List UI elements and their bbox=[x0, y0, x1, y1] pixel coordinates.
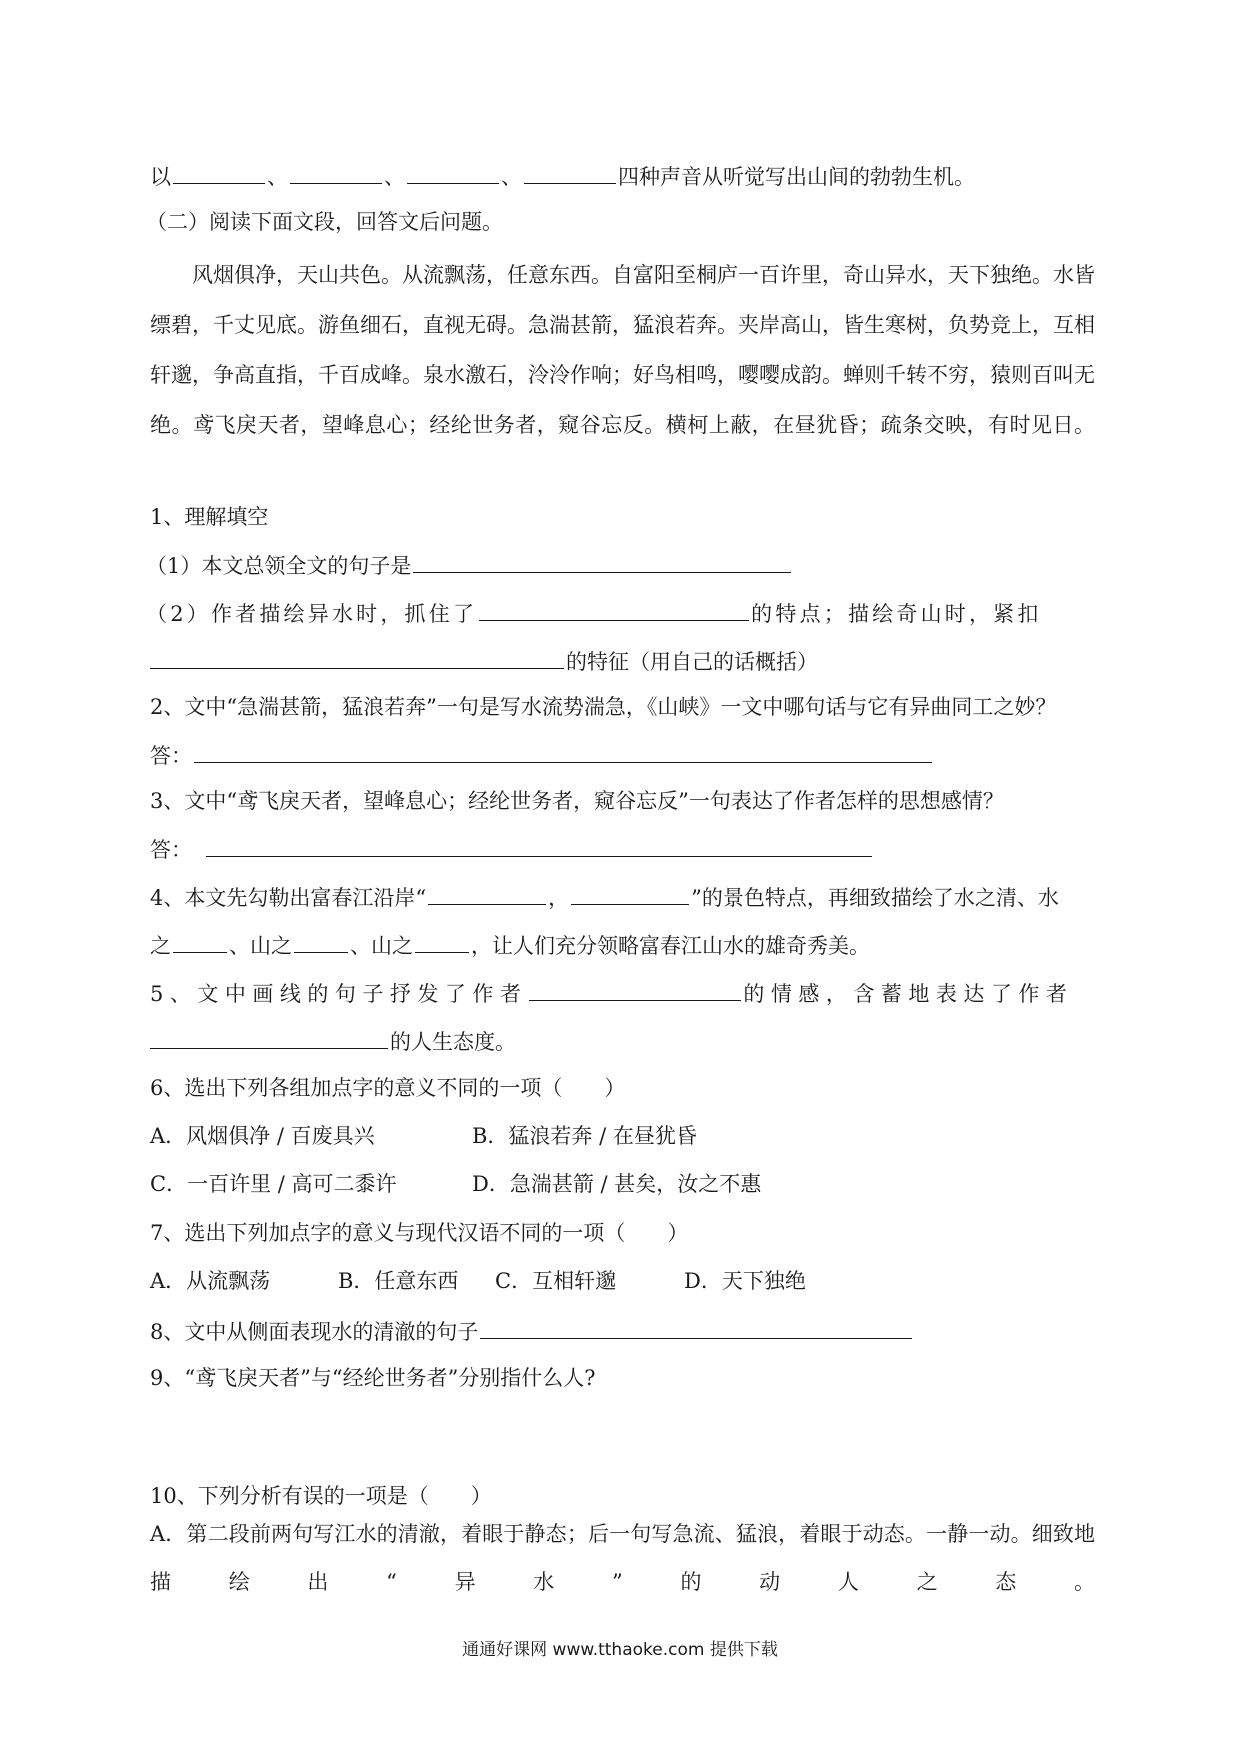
answer-label: 答： bbox=[150, 838, 192, 862]
option-b[interactable]: B．任意东西 bbox=[338, 1269, 459, 1293]
text: 5、文中画线的句子抒发了作者 bbox=[150, 982, 528, 1006]
text: 、 bbox=[267, 165, 288, 189]
option-b[interactable]: B．猛浪若奔 / 在昼犹昏 bbox=[472, 1124, 697, 1148]
text: ，让人们充分领略富春江山水的雄奇秀美。 bbox=[471, 934, 870, 958]
question-5-cont bbox=[150, 1026, 1095, 1056]
question-2: 2、文中“急湍甚箭，猛浪若奔”一句是写水流势湍急，《山峡》一文中哪句话与它有异曲同工之妙？ bbox=[150, 695, 1057, 719]
answer-label: 答： bbox=[150, 744, 192, 768]
text: 之 bbox=[150, 934, 171, 958]
text: 、 bbox=[501, 165, 522, 189]
answer-blank[interactable] bbox=[529, 978, 741, 1001]
question-6-options-2 bbox=[150, 1170, 1095, 1198]
text: 4、本文先勾勒出富春江沿岸“ bbox=[150, 886, 427, 910]
text: 、 bbox=[384, 165, 405, 189]
question-4-cont bbox=[150, 930, 1095, 960]
question-prev-line bbox=[150, 161, 1095, 191]
answer-blank[interactable] bbox=[173, 161, 265, 184]
answer-blank[interactable] bbox=[480, 1316, 912, 1339]
option-a[interactable]: A．从流飘荡 bbox=[150, 1269, 271, 1293]
answer-blank[interactable] bbox=[524, 161, 616, 184]
answer-blank[interactable] bbox=[407, 161, 499, 184]
text: 的特征（用自己的话概括） bbox=[566, 650, 818, 674]
text: （1）本文总领全文的句子是 bbox=[146, 554, 412, 578]
option-d[interactable]: D．急湍甚箭 / 甚矣，汝之不惠 bbox=[472, 1172, 762, 1196]
question-4 bbox=[150, 882, 1095, 912]
question-1-1 bbox=[146, 550, 1091, 580]
answer-2 bbox=[150, 740, 1095, 770]
answer-blank[interactable] bbox=[413, 550, 791, 573]
answer-blank[interactable] bbox=[428, 882, 546, 905]
answer-blank[interactable] bbox=[571, 882, 689, 905]
footer-credit: 通通好课网 www.tthaoke.com 提供下载 bbox=[462, 1640, 778, 1660]
text: ”的景色特点，再细致描绘了水之清、水 bbox=[691, 886, 1059, 910]
text: 以 bbox=[150, 165, 171, 189]
passage-text: 风烟俱净，天山共色。从流飘荡，任意东西。自富阳至桐庐一百许里，奇山异水，天下独绝。水皆缥碧，千丈见底。游鱼细石，直视无碍。急湍甚箭，猛浪若奔。夹岸高山，皆生寒树，负势竞上，互相轩邈，争高直指，千百成峰。泉水激石，泠泠作响；好鸟相鸣，嘤嘤成韵。蝉则千转不穷，猿则百叫无绝。鸢飞戾天者，望峰息心；经纶世务者，窥谷忘反。横柯上蔽，在昼犹昏；疏条交映，有时见日。 bbox=[150, 263, 1095, 437]
question-1: 1、理解填空 bbox=[150, 505, 269, 529]
option-a[interactable]: A．风烟俱净 / 百废具兴 bbox=[150, 1124, 375, 1148]
text: （2）作者描绘异水时，抓住了 bbox=[146, 602, 478, 626]
option-d[interactable]: D．天下独绝 bbox=[684, 1269, 806, 1293]
answer-3 bbox=[150, 834, 1095, 864]
answer-blank[interactable] bbox=[150, 1026, 388, 1049]
question-6: 6、选出下列各组加点字的意义不同的一项（ ） bbox=[150, 1076, 626, 1100]
question-9: 9、“鸢飞戾天者”与“经纶世务者”分别指什么人? bbox=[150, 1366, 596, 1390]
text: 四种声音从听觉写出山间的勃勃生机。 bbox=[618, 165, 975, 189]
answer-blank[interactable] bbox=[415, 930, 469, 953]
text: 、山之 bbox=[229, 934, 292, 958]
question-6-options-1 bbox=[150, 1122, 1095, 1150]
answer-blank[interactable] bbox=[173, 930, 227, 953]
question-1-2 bbox=[146, 598, 1091, 628]
answer-blank[interactable] bbox=[206, 834, 872, 857]
question-7-options bbox=[150, 1267, 1095, 1295]
text: ， bbox=[548, 886, 570, 910]
answer-blank[interactable] bbox=[294, 930, 348, 953]
answer-blank[interactable] bbox=[479, 598, 749, 621]
question-5 bbox=[150, 978, 1095, 1008]
text: 、山之 bbox=[350, 934, 413, 958]
question-1-2-cont bbox=[150, 646, 1095, 676]
text: 的特点；描绘奇山时，紧扣 bbox=[751, 602, 1042, 626]
section-title: （二）阅读下面文段，回答文后问题。 bbox=[146, 210, 503, 234]
option-c[interactable]: C．互相轩邈 bbox=[495, 1269, 617, 1293]
text: 8、文中从侧面表现水的清澈的句子 bbox=[150, 1320, 479, 1344]
question-8 bbox=[150, 1316, 1095, 1346]
question-3: 3、文中“鸢飞戾天者，望峰息心；经纶世务者，窥谷忘反”一句表达了作者怎样的思想感情？ bbox=[150, 789, 1004, 813]
question-10-option-a[interactable]: A．第二段前两句写江水的清澈，着眼于静态；后一句写急流、猛浪，着眼于动态。一静一动。细致地描绘出“异水”的动人之态。 bbox=[150, 1522, 1095, 1594]
answer-blank[interactable] bbox=[150, 646, 564, 669]
question-10: 10、下列分析有误的一项是（ ） bbox=[150, 1484, 492, 1508]
option-c[interactable]: C．一百许里 / 高可二黍许 bbox=[150, 1172, 397, 1196]
answer-blank[interactable] bbox=[290, 161, 382, 184]
text: 的情感，含蓄地表达了作者 bbox=[743, 982, 1074, 1006]
question-7: 7、选出下列加点字的意义与现代汉语不同的一项（ ） bbox=[150, 1221, 689, 1245]
text: 的人生态度。 bbox=[390, 1030, 516, 1054]
answer-blank[interactable] bbox=[194, 740, 932, 763]
